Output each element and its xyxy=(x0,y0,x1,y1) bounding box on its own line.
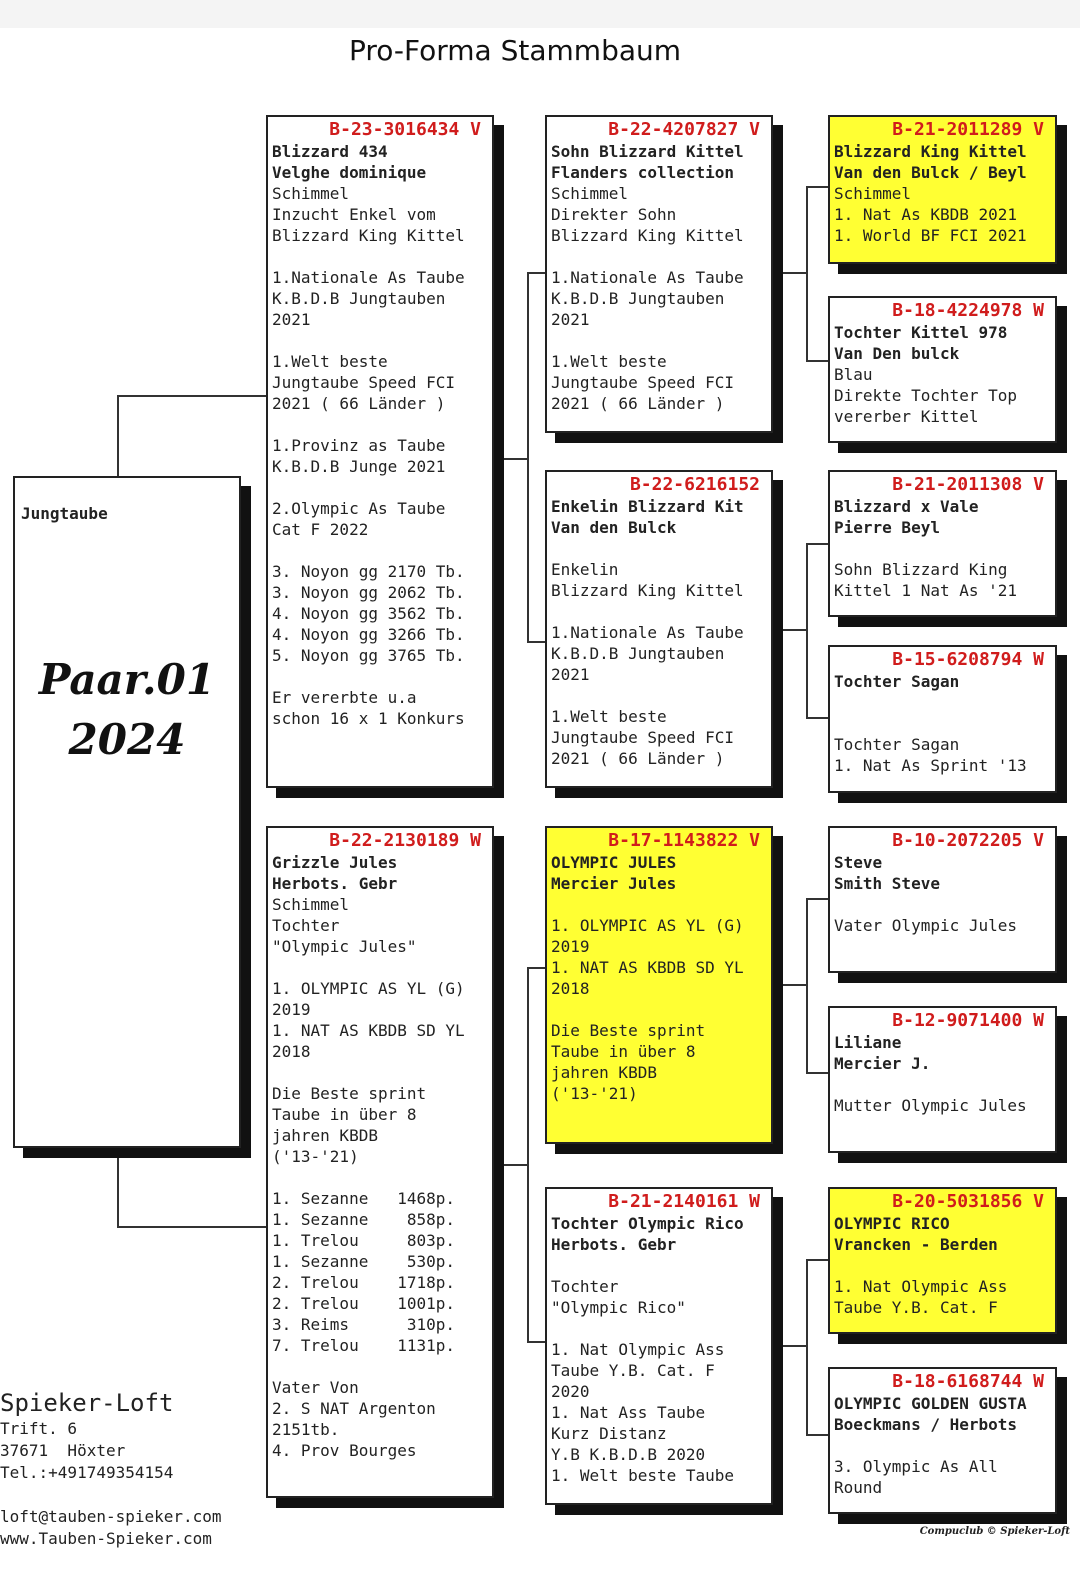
connector xyxy=(806,360,829,362)
bird-info-line: vererber Kittel xyxy=(834,407,979,426)
ring-number: B-15-6208794 W xyxy=(892,649,1044,670)
bird-info-line: Vater Olympic Jules xyxy=(834,916,1018,935)
bird-info-line: Blizzard King Kittel xyxy=(551,581,744,600)
pedigree-box-dam-sire xyxy=(545,826,773,1144)
bird-info-line: Taube Y.B. Cat. F xyxy=(551,1361,715,1380)
bird-info-line: 2021 ( 66 Länder ) xyxy=(551,749,725,768)
bird-info-line xyxy=(272,477,487,498)
bird-info-line: 1. Welt beste Taube xyxy=(551,1466,735,1485)
bird-info-line: 2021 xyxy=(551,310,590,329)
breeder-contact xyxy=(0,1388,222,1550)
bird-info-line: ('13-'21) xyxy=(551,1084,638,1103)
ring-number: B-22-2130189 W xyxy=(329,830,481,851)
bird-info-line: 7. Trelou 1131p. xyxy=(272,1336,456,1355)
bird-info-line: Kurz Distanz xyxy=(551,1424,667,1443)
bird-info-line: 2021 xyxy=(272,310,311,329)
bird-info-line xyxy=(272,666,487,687)
bird-info-line: 1. Trelou 803p. xyxy=(272,1231,456,1250)
connector xyxy=(117,395,267,397)
connector xyxy=(117,1157,119,1227)
connector xyxy=(527,967,529,1342)
bird-info-line: 1. Sezanne 858p. xyxy=(272,1210,456,1229)
bird-info-line: 1.Provinz as Taube xyxy=(272,436,446,455)
bird-info-line: 1. NAT AS KBDB SD YL xyxy=(551,958,744,977)
bird-info-line: 2.Olympic As Taube xyxy=(272,499,446,518)
bird-info-line: 2. Trelou 1718p. xyxy=(272,1273,456,1292)
connector xyxy=(504,1164,528,1166)
bird-name: Boeckmans / Herbots xyxy=(834,1415,1018,1434)
connector xyxy=(806,186,829,188)
bird-info-line xyxy=(551,685,766,706)
bird-info-line xyxy=(272,540,487,561)
bird-info-line: 1. Sezanne 530p. xyxy=(272,1252,456,1271)
bird-info-line xyxy=(551,894,766,915)
bird-name: Grizzle Jules xyxy=(272,853,398,872)
bird-info-line: Direkter Sohn xyxy=(551,205,677,224)
bird-info-line xyxy=(551,999,766,1020)
bird-info-line xyxy=(272,957,487,978)
ring-number: B-22-6216152 xyxy=(629,474,760,495)
bird-info-line xyxy=(834,1255,1050,1276)
bird-info-line xyxy=(272,330,487,351)
bird-name: Herbots. Gebr xyxy=(272,874,398,893)
bird-info-line xyxy=(834,894,1050,915)
connector xyxy=(783,629,807,631)
bird-info-line: Direkte Tochter Top xyxy=(834,386,1018,405)
bird-info-line xyxy=(834,538,1050,559)
ring-number: B-22-4207827 V xyxy=(608,119,760,140)
connector xyxy=(527,1341,546,1343)
bird-info-line: 2. Trelou 1001p. xyxy=(272,1294,456,1313)
bird-info-line: ('13-'21) xyxy=(272,1147,359,1166)
bird-info-line: Die Beste sprint xyxy=(272,1084,427,1103)
bird-info-line: 2020 xyxy=(551,1382,590,1401)
email-link[interactable]: loft@tauben-spieker.com xyxy=(0,1507,222,1526)
bird-info-line: Round xyxy=(834,1478,883,1497)
bird-info-line: Sohn Blizzard King xyxy=(834,560,1008,579)
bird-info-line: K.B.D.B Jungtauben xyxy=(272,289,446,308)
bird-info-line xyxy=(551,330,766,351)
bird-info-line: K.B.D.B Junge 2021 xyxy=(272,457,446,476)
bird-name: OLYMPIC JULES xyxy=(551,853,677,872)
bird-name: Mercier J. xyxy=(834,1054,931,1073)
bird-info-line: Enkelin xyxy=(551,560,619,579)
bird-info-line: jahren KBDB xyxy=(551,1063,657,1082)
bird-name: Vrancken - Berden xyxy=(834,1235,998,1254)
bird-name: Van den Bulck xyxy=(551,518,677,537)
bird-info-line xyxy=(551,601,766,622)
website-link[interactable]: www.Tauben-Spieker.com xyxy=(0,1529,212,1548)
loft-name: Spieker-Loft xyxy=(0,1389,174,1417)
bird-info-line: Inzucht Enkel vom xyxy=(272,205,436,224)
bird-info-line xyxy=(551,246,766,267)
bird-info-line: 1. OLYMPIC AS YL (G) xyxy=(272,979,465,998)
connector xyxy=(527,967,546,969)
bird-info-line: 1. Nat As Sprint '13 xyxy=(834,756,1027,775)
ring-number: B-17-1143822 V xyxy=(608,830,760,851)
bird-info-line: 2018 xyxy=(551,979,590,998)
bird-info-line: "Olympic Rico" xyxy=(551,1298,686,1317)
ring-number: B-21-2011289 V xyxy=(892,119,1044,140)
bird-info-line: 1. Nat Olympic Ass xyxy=(834,1277,1008,1296)
bird-name: Tochter Kittel 978 xyxy=(834,323,1008,342)
bird-info-line: 2018 xyxy=(272,1042,311,1061)
bird-info-line: 1.Welt beste xyxy=(551,707,667,726)
bird-info-line: 4. Noyon gg 3266 Tb. xyxy=(272,625,465,644)
bird-info-line: 4. Prov Bourges xyxy=(272,1441,417,1460)
connector xyxy=(806,1259,808,1435)
bird-info-line xyxy=(834,1435,1050,1456)
bird-info-line xyxy=(272,1062,487,1083)
connector xyxy=(117,1226,267,1228)
bird-info-line: Schimmel xyxy=(551,184,629,203)
bird-info-line: Y.B K.B.D.B 2020 xyxy=(551,1445,706,1464)
bird-info-line: 1. Nat As KBDB 2021 xyxy=(834,205,1018,224)
bird-info-line: Tochter Sagan xyxy=(834,735,960,754)
bird-info-line xyxy=(551,538,766,559)
bird-info-line: 2019 xyxy=(551,937,590,956)
bird-info-line: Tochter xyxy=(272,916,340,935)
ring-number: B-20-5031856 V xyxy=(892,1191,1044,1212)
bird-info-line: K.B.D.B Jungtauben xyxy=(551,644,725,663)
bird-name: OLYMPIC RICO xyxy=(834,1214,950,1233)
bird-name: OLYMPIC GOLDEN GUSTA xyxy=(834,1394,1027,1413)
bird-info-line: 1.Nationale As Taube xyxy=(551,268,744,287)
bird-info-line: Kittel 1 Nat As '21 xyxy=(834,581,1018,600)
bird-name: Flanders collection xyxy=(551,163,735,182)
bird-info-line: Schimmel xyxy=(272,895,350,914)
bird-info-line: Jungtaube Speed FCI xyxy=(551,728,735,747)
contact-line: Trift. 6 xyxy=(0,1419,78,1438)
bird-info-line: 1.Welt beste xyxy=(551,352,667,371)
bird-name: Herbots. Gebr xyxy=(551,1235,677,1254)
ring-number: B-18-6168744 W xyxy=(892,1371,1044,1392)
bird-info-line: 2151tb. xyxy=(272,1420,340,1439)
bird-info-line: Jungtaube Speed FCI xyxy=(551,373,735,392)
connector xyxy=(806,1434,829,1436)
bird-name: Smith Steve xyxy=(834,874,940,893)
ring-number: B-18-4224978 W xyxy=(892,300,1044,321)
bird-info-line: Cat F 2022 xyxy=(272,520,369,539)
connector xyxy=(783,272,807,274)
bird-info-line xyxy=(834,713,1050,734)
ring-number: B-10-2072205 V xyxy=(892,830,1044,851)
pedigree-box-ss-dam xyxy=(828,296,1057,443)
subject-label: Jungtaube xyxy=(21,504,108,523)
connector xyxy=(504,458,528,460)
bird-name: Mercier Jules xyxy=(551,874,677,893)
bird-info-line: 3. Olympic As All xyxy=(834,1457,998,1476)
bird-info-line xyxy=(551,1255,766,1276)
connector xyxy=(806,898,808,1073)
bird-name: Pierre Beyl xyxy=(834,518,940,537)
top-bar xyxy=(0,0,1080,28)
bird-info-line: 2. S NAT Argenton xyxy=(272,1399,436,1418)
pedigree-box-sd-dam xyxy=(828,645,1057,793)
bird-name: Van Den bulck xyxy=(834,344,960,363)
bird-info-line: Taube in über 8 xyxy=(272,1105,417,1124)
connector xyxy=(806,717,829,719)
connector xyxy=(117,395,119,477)
connector xyxy=(806,543,808,718)
bird-name: Velghe dominique xyxy=(272,163,427,182)
bird-info-line xyxy=(272,1167,487,1188)
bird-info-line: Taube Y.B. Cat. F xyxy=(834,1298,998,1317)
bird-info-line xyxy=(272,246,487,267)
bird-name: Blizzard 434 xyxy=(272,142,388,161)
bird-info-line: Blau xyxy=(834,365,873,384)
bird-name: Blizzard x Vale xyxy=(834,497,979,516)
spacer-line xyxy=(0,1484,222,1506)
bird-info-line: Jungtaube Speed FCI xyxy=(272,373,456,392)
ring-number: B-21-2011308 V xyxy=(892,474,1044,495)
bird-info-line: Tochter xyxy=(551,1277,619,1296)
bird-info-line: 1. Sezanne 1468p. xyxy=(272,1189,456,1208)
subject-box xyxy=(13,476,241,1148)
bird-info-line: 1. OLYMPIC AS YL (G) xyxy=(551,916,744,935)
bird-info-line xyxy=(834,692,1050,713)
pedigree-box-sire-sire xyxy=(545,115,773,433)
pedigree-box-ss-sire xyxy=(828,115,1057,264)
connector xyxy=(527,272,529,642)
bird-name: Tochter Olympic Rico xyxy=(551,1214,744,1233)
bird-name: Liliane xyxy=(834,1033,902,1052)
bird-info-line xyxy=(834,1074,1050,1095)
connector xyxy=(783,1345,807,1347)
connector xyxy=(806,1259,829,1261)
pedigree-box-sd-sire xyxy=(828,470,1057,617)
bird-info-line: Vater Von xyxy=(272,1378,359,1397)
connector xyxy=(806,543,829,545)
bird-name: Tochter Sagan xyxy=(834,672,960,691)
bird-name: Sohn Blizzard Kittel xyxy=(551,142,744,161)
bird-name: Van den Bulck / Beyl xyxy=(834,163,1027,182)
bird-name: Steve xyxy=(834,853,883,872)
ring-number: B-21-2140161 W xyxy=(608,1191,760,1212)
bird-info-line: 3. Noyon gg 2170 Tb. xyxy=(272,562,465,581)
bird-info-line: Blizzard King Kittel xyxy=(272,226,465,245)
bird-info-line: 2021 xyxy=(551,665,590,684)
connector xyxy=(806,1072,829,1074)
ring-number: B-23-3016434 V xyxy=(329,119,481,140)
bird-info-line: Blizzard King Kittel xyxy=(551,226,744,245)
bird-info-line: Die Beste sprint xyxy=(551,1021,706,1040)
bird-info-line: 1.Nationale As Taube xyxy=(272,268,465,287)
bird-info-line: Schimmel xyxy=(834,184,912,203)
connector xyxy=(527,272,546,274)
bird-info-line: 1. Nat Ass Taube xyxy=(551,1403,706,1422)
bird-info-line: 1. World BF FCI 2021 xyxy=(834,226,1027,245)
pedigree-box-sire-dam xyxy=(545,470,773,788)
bird-info-line: 1.Welt beste xyxy=(272,352,388,371)
bird-info-line: Er vererbte u.a xyxy=(272,688,417,707)
bird-info-line: 4. Noyon gg 3562 Tb. xyxy=(272,604,465,623)
pedigree-box-dd-dam xyxy=(828,1367,1057,1514)
bird-info-line: 5. Noyon gg 3765 Tb. xyxy=(272,646,465,665)
bird-info-line xyxy=(272,414,487,435)
connector xyxy=(527,641,546,643)
bird-name: Enkelin Blizzard Kit xyxy=(551,497,744,516)
bird-info-line xyxy=(272,1356,487,1377)
bird-info-line: Schimmel xyxy=(272,184,350,203)
bird-info-line: 3. Reims 310p. xyxy=(272,1315,456,1334)
pedigree-box-dam-dam xyxy=(545,1187,773,1505)
phone-line: Tel.:+491749354154 xyxy=(0,1463,174,1482)
bird-info-line: 1.Nationale As Taube xyxy=(551,623,744,642)
page-title: Pro-Forma Stammbaum xyxy=(348,34,682,67)
bird-info-line: jahren KBDB xyxy=(272,1126,378,1145)
bird-info-line: Taube in über 8 xyxy=(551,1042,696,1061)
bird-info-line: 2021 ( 66 Länder ) xyxy=(551,394,725,413)
bird-info-line xyxy=(551,1318,766,1339)
pedigree-box-ds-sire xyxy=(828,826,1057,973)
pair-number: Paar.01 xyxy=(38,655,216,704)
pair-year: 2024 xyxy=(68,715,186,764)
connector xyxy=(806,186,808,361)
connector xyxy=(806,898,829,900)
pedigree-box-dd-sire xyxy=(828,1187,1057,1334)
bird-info-line: 2019 xyxy=(272,1000,311,1019)
bird-info-line: schon 16 x 1 Konkurs xyxy=(272,709,465,728)
pedigree-box-dam xyxy=(266,826,494,1498)
software-credit: Compuclub © Spieker-Loft xyxy=(919,1526,1070,1537)
bird-info-line: 3. Noyon gg 2062 Tb. xyxy=(272,583,465,602)
bird-info-line: K.B.D.B Jungtauben xyxy=(551,289,725,308)
ring-number: B-12-9071400 W xyxy=(892,1010,1044,1031)
bird-name: Blizzard King Kittel xyxy=(834,142,1027,161)
pair-title xyxy=(15,650,239,770)
bird-info-line: Mutter Olympic Jules xyxy=(834,1096,1027,1115)
bird-info-line: 1. NAT AS KBDB SD YL xyxy=(272,1021,465,1040)
bird-info-line: 1. Nat Olympic Ass xyxy=(551,1340,725,1359)
connector xyxy=(783,984,807,986)
bird-info-line: 2021 ( 66 Länder ) xyxy=(272,394,446,413)
pedigree-box-sire xyxy=(266,115,494,788)
bird-info-line: "Olympic Jules" xyxy=(272,937,417,956)
pedigree-box-ds-dam xyxy=(828,1006,1057,1153)
contact-line: 37671 Höxter xyxy=(0,1441,126,1460)
